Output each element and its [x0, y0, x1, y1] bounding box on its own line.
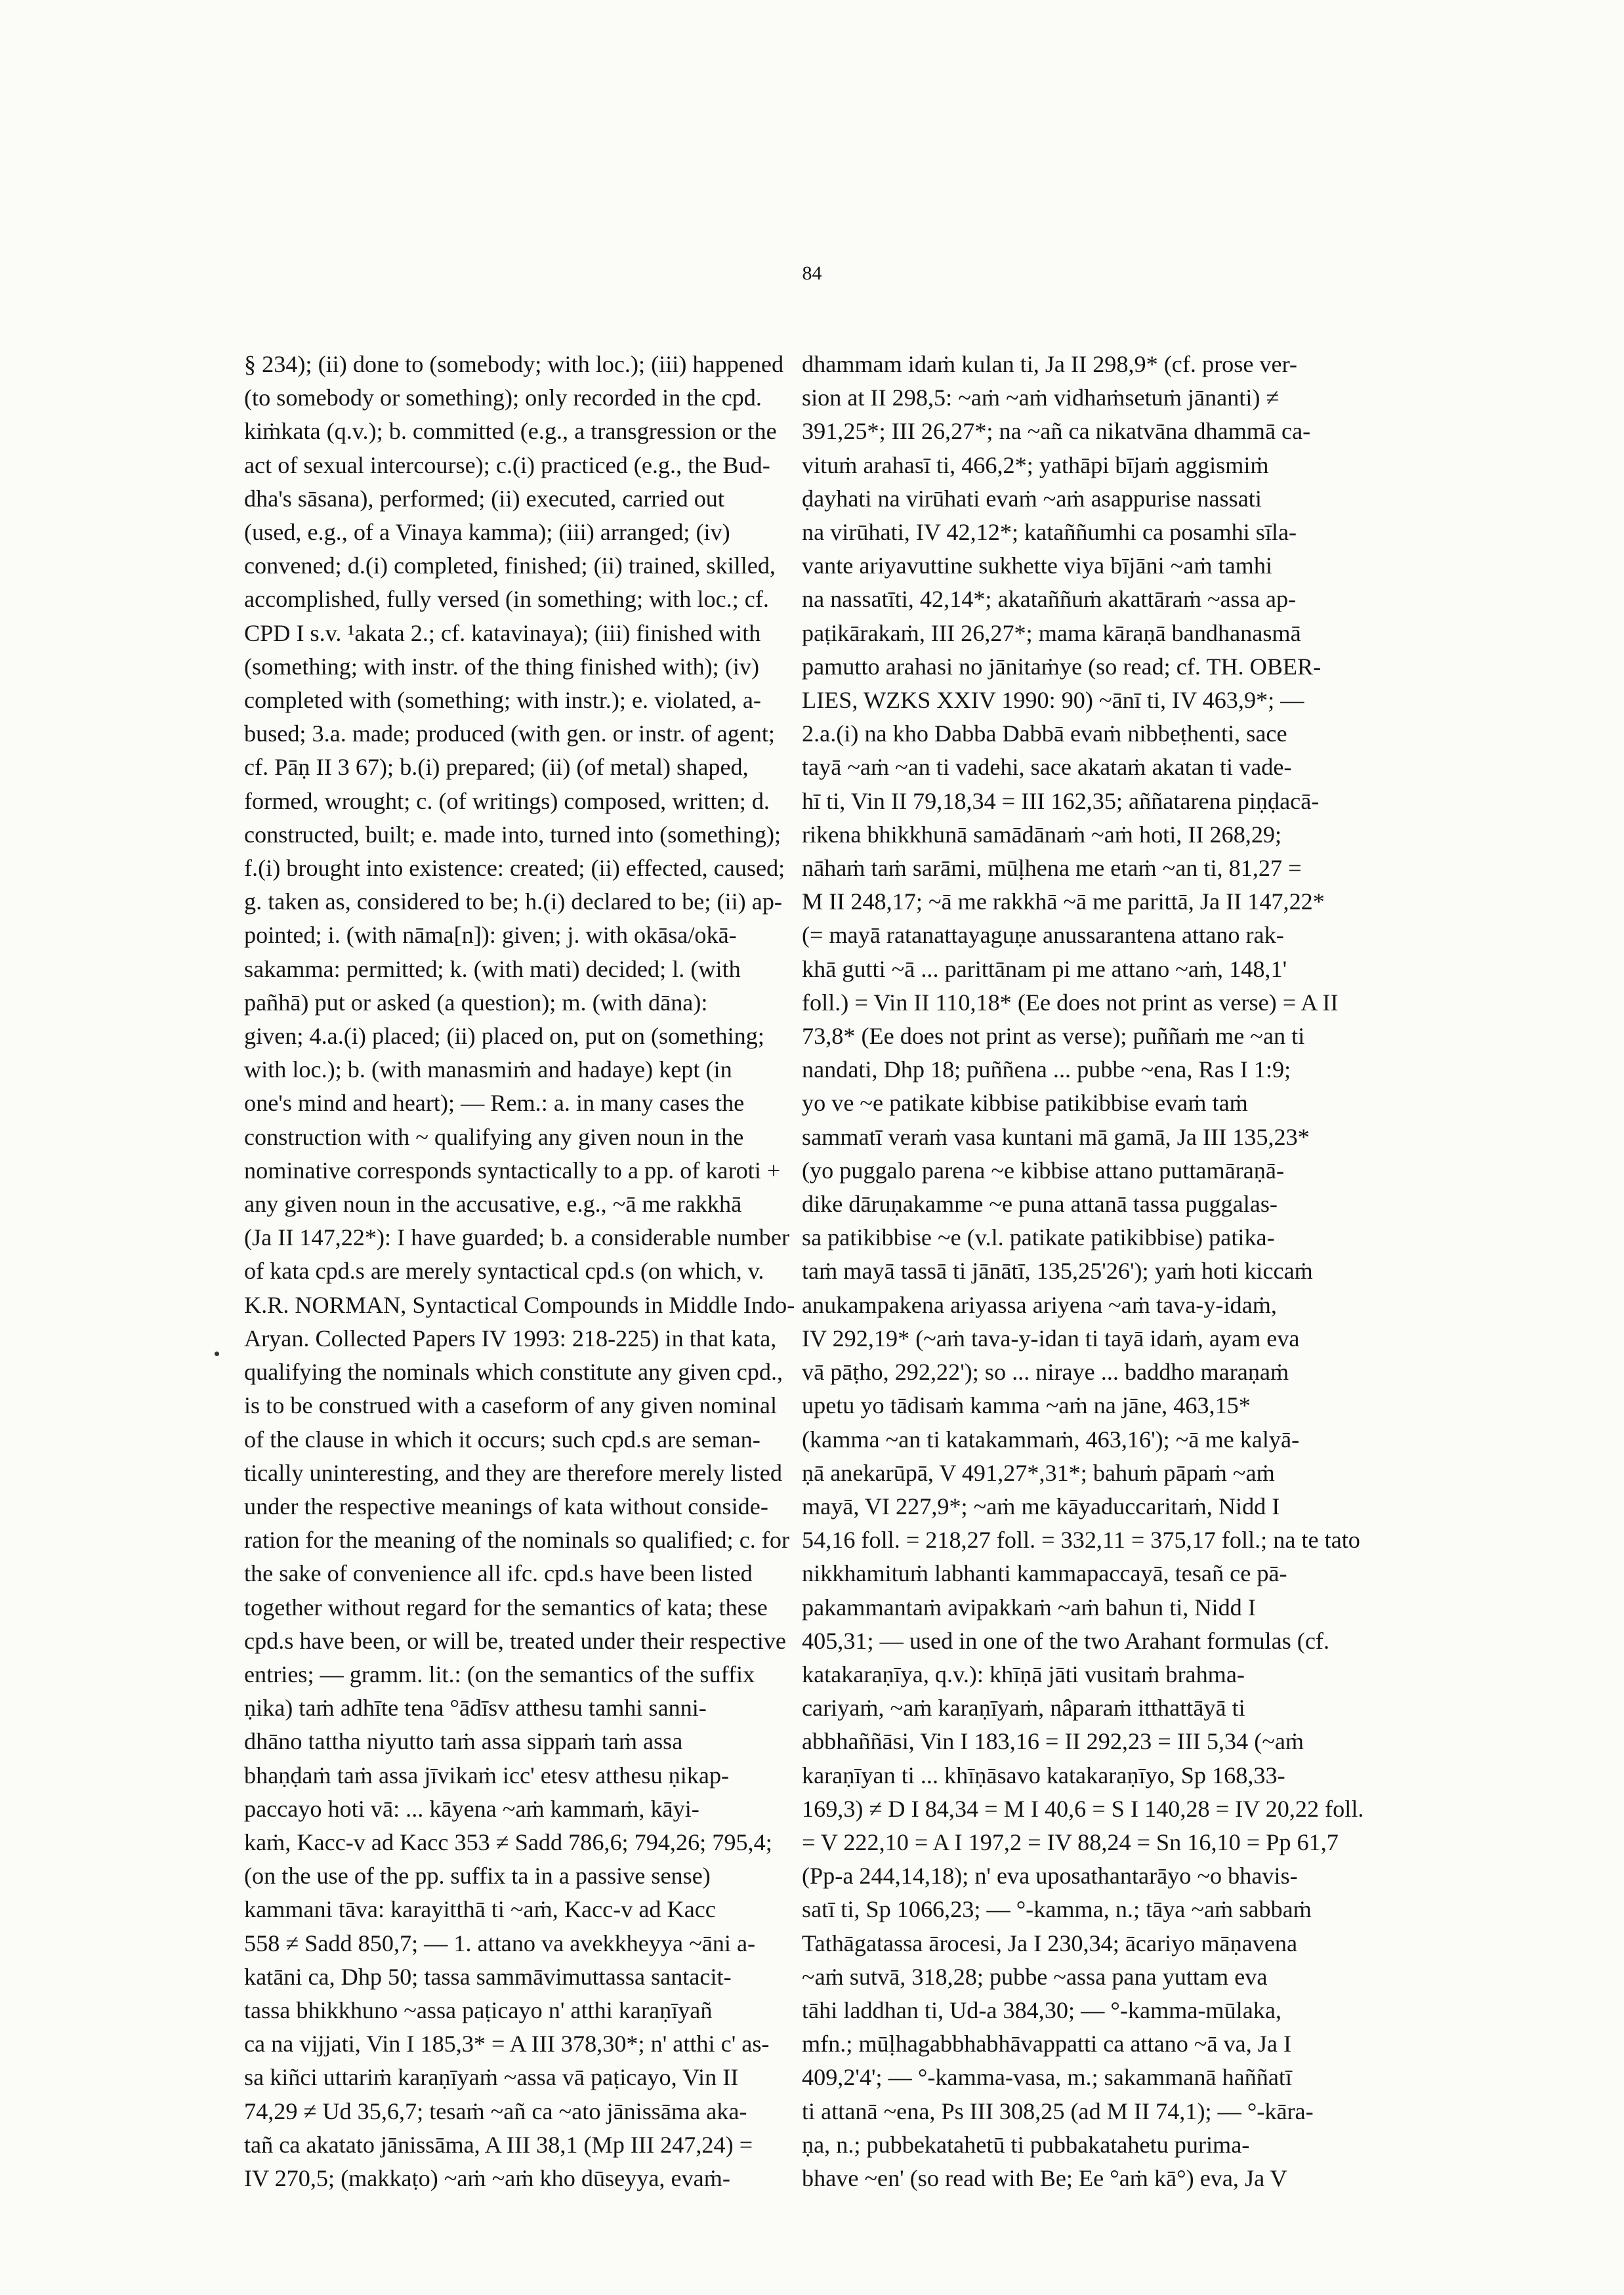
- text-line: f.(i) brought into existence: created; (ii) effected, caused;: [244, 855, 785, 882]
- text-line: paṭikārakaṁ, III 26,27*; mama kāraṇā bandhanasmā: [802, 619, 1301, 646]
- text-line: dhammam idaṁ kulan ti, Ja II 298,9* (cf. prose ver-: [802, 351, 1297, 377]
- page-number: 84: [802, 262, 822, 284]
- text-line: together without regard for the semantics of kata; these: [244, 1594, 768, 1621]
- text-line: construction with ~ qualifying any given noun in the: [244, 1123, 744, 1150]
- text-line: under the respective meanings of kata without conside-: [244, 1493, 768, 1520]
- text-line: the sake of convenience all ifc. cpd.s have been listed: [244, 1560, 753, 1587]
- text-line: ration for the meaning of the nominals so qualified; c. for: [244, 1527, 790, 1554]
- text-line: 558 ≠ Sadd 850,7; — 1. attano va avekkheyya ~āni a-: [244, 1930, 756, 1956]
- text-line: Aryan. Collected Papers IV 1993: 218-225) in that kata,: [244, 1325, 777, 1352]
- text-line: 54,16 foll. = 218,27 foll. = 332,11 = 375,17 foll.; na te tato: [802, 1527, 1360, 1554]
- text-line: hī ti, Vin II 79,18,34 = III 162,35; aññatarena piṇḍacā-: [802, 787, 1320, 814]
- text-line: taṁ mayā tassā ti jānātī, 135,25'26'); yaṁ hoti kiccaṁ: [802, 1258, 1313, 1285]
- text-line: ḍayhati na virūhati evaṁ ~aṁ asappurise nassati: [802, 485, 1262, 512]
- text-line: (on the use of the pp. suffix ta in a passive sense): [244, 1863, 711, 1890]
- text-line: one's mind and heart); — Rem.: a. in many cases the: [244, 1090, 745, 1117]
- text-line: sion at II 298,5: ~aṁ ~aṁ vidhaṁsetuṁ jānanti) ≠: [802, 384, 1280, 411]
- text-line: formed, wrought; c. (of writings) composed, written; d.: [244, 787, 770, 814]
- text-line: mfn.; mūḷhagabbhabhāvappatti ca attano ~ā va, Ja I: [802, 2031, 1292, 2057]
- text-line: Tathāgatassa ārocesi, Ja I 230,34; ācariyo māṇavena: [802, 1930, 1298, 1956]
- text-line: of the clause in which it occurs; such cpd.s are seman-: [244, 1426, 760, 1453]
- text-line: bused; 3.a. made; produced (with gen. or instr. of agent;: [244, 720, 775, 747]
- text-line: sa kiñci uttariṁ karaṇīyaṁ ~assa vā paṭicayo, Vin II: [244, 2064, 739, 2091]
- text-line: kammani tāva: karayitthā ti ~aṁ, Kacc-v ad Kacc: [244, 1896, 716, 1923]
- text-line: vā pāṭho, 292,22'); so ... niraye ... baddho maraṇaṁ: [802, 1359, 1289, 1386]
- right-column: [802, 348, 1419, 2191]
- text-line: na virūhati, IV 42,12*; kataññumhi ca posamhi sīla-: [802, 519, 1297, 546]
- margin-dot: [215, 1352, 219, 1356]
- text-line: vituṁ arahasī ti, 466,2*; yathāpi bījaṁ aggismiṁ: [802, 451, 1269, 478]
- text-line: = V 222,10 = A I 197,2 = IV 88,24 = Sn 16,10 = Pp 61,7: [802, 1829, 1339, 1855]
- text-line: (to somebody or something); only recorded in the cpd.: [244, 384, 762, 411]
- text-line: na nassatīti, 42,14*; akataññuṁ akattāraṁ ~assa ap-: [802, 586, 1297, 613]
- text-line: is to be construed with a caseform of any given nominal: [244, 1392, 777, 1419]
- text-line: (= mayā ratanattayaguṇe anussarantena attano rak-: [802, 922, 1284, 949]
- text-line: entries; — gramm. lit.: (on the semantics of the suffix: [244, 1661, 755, 1687]
- text-line: (used, e.g., of a Vinaya kamma); (iii) arranged; (iv): [244, 519, 730, 546]
- text-line: 74,29 ≠ Ud 35,6,7; tesaṁ ~añ ca ~ato jānissāma aka-: [244, 2098, 747, 2124]
- text-line: cf. Pāṇ II 3 67); b.(i) prepared; (ii) (of metal) shaped,: [244, 754, 749, 781]
- text-line: any given noun in the accusative, e.g., ~ā me rakkhā: [244, 1191, 742, 1218]
- text-line: M II 248,17; ~ā me rakkhā ~ā me parittā, Ja II 147,22*: [802, 888, 1325, 915]
- text-line: pañhā) put or asked (a question); m. (with dāna):: [244, 989, 708, 1016]
- text-line: 169,3) ≠ D I 84,34 = M I 40,6 = S I 140,28 = IV 20,22 foll.: [802, 1795, 1364, 1822]
- text-line: foll.) = Vin II 110,18* (Ee does not print as verse) = A II: [802, 989, 1339, 1016]
- left-column: [244, 348, 835, 2191]
- text-line: bhaṇḍaṁ taṁ assa jīvikaṁ icc' etesv atthesu ṇikap-: [244, 1762, 730, 1788]
- text-line: (Pp-a 244,14,18); n' eva uposathantarāyo ~o bhavis-: [802, 1863, 1298, 1890]
- text-line: (something; with instr. of the thing finished with); (iv): [244, 653, 759, 680]
- text-line: constructed, built; e. made into, turned into (something);: [244, 821, 781, 848]
- text-line: ṇā anekarūpā, V 491,27*,31*; bahuṁ pāpaṁ ~aṁ: [802, 1459, 1275, 1486]
- text-line: katakaraṇīya, q.v.): khīṇā jāti vusitaṁ brahma-: [802, 1661, 1245, 1687]
- text-line: LIES, WZKS XXIV 1990: 90) ~ānī ti, IV 463,9*; —: [802, 687, 1304, 714]
- text-line: karaṇīyan ti ... khīṇāsavo katakaraṇīyo, Sp 168,33-: [802, 1762, 1285, 1788]
- text-line: dhāno tattha niyutto taṁ assa sippaṁ taṁ assa: [244, 1728, 683, 1755]
- text-line: nandati, Dhp 18; puññena ... pubbe ~ena, Ras I 1:9;: [802, 1056, 1291, 1083]
- text-line: tically uninteresting, and they are therefore merely listed: [244, 1459, 782, 1486]
- text-line: mayā, VI 227,9*; ~aṁ me kāyaduccaritaṁ, Nidd I: [802, 1493, 1280, 1520]
- text-line: convened; d.(i) completed, finished; (ii) trained, skilled,: [244, 552, 776, 579]
- text-line: pamutto arahasi no jānitaṁye (so read; cf. TH. OBER-: [802, 653, 1322, 680]
- text-line: ti attanā ~ena, Ps III 308,25 (ad M II 74,1); — °-kāra-: [802, 2098, 1314, 2124]
- text-line: abbhaññāsi, Vin I 183,16 = II 292,23 = III 5,34 (~aṁ: [802, 1728, 1304, 1755]
- text-line: dike dāruṇakamme ~e puna attanā tassa puggalas-: [802, 1191, 1278, 1218]
- text-line: kaṁ, Kacc-v ad Kacc 353 ≠ Sadd 786,6; 794,26; 795,4;: [244, 1829, 772, 1855]
- text-line: given; 4.a.(i) placed; (ii) placed on, put on (something;: [244, 1023, 764, 1050]
- text-line: 405,31; — used in one of the two Arahant formulas (cf.: [802, 1627, 1329, 1654]
- text-line: CPD I s.v. ¹akata 2.; cf. katavinaya); (iii) finished with: [244, 619, 761, 646]
- text-line: yo ve ~e patikate kibbise patikibbise evaṁ taṁ: [802, 1090, 1248, 1117]
- text-line: pointed; i. (with nāma[n]): given; j. with okāsa/okā-: [244, 922, 737, 949]
- text-line: completed with (something; with instr.); e. violated, a-: [244, 687, 761, 714]
- text-line: bhave ~en' (so read with Be; Ee °aṁ kā°) eva, Ja V: [802, 2164, 1287, 2191]
- text-line: ṇika) taṁ adhīte tena °ādīsv atthesu tamhi sanni-: [244, 1695, 707, 1722]
- text-line: paccayo hoti vā: ... kāyena ~aṁ kammaṁ, kāyi-: [244, 1795, 699, 1822]
- text-line: nikkhamituṁ labhanti kammapaccayā, tesañ ce pā-: [802, 1560, 1287, 1587]
- text-line: 391,25*; III 26,27*; na ~añ ca nikatvāna dhammā ca-: [802, 418, 1311, 445]
- text-line: tassa bhikkhuno ~assa paṭicayo n' atthi karaṇīyañ: [244, 1996, 713, 2023]
- text-line: rikena bhikkhunā samādānaṁ ~aṁ hoti, II 268,29;: [802, 821, 1282, 848]
- text-line: with loc.); b. (with manasmiṁ and hadaye) kept (in: [244, 1056, 732, 1083]
- text-line: anukampakena ariyassa ariyena ~aṁ tava-y-idaṁ,: [802, 1291, 1277, 1318]
- text-line: kiṁkata (q.v.); b. committed (e.g., a transgression or the: [244, 418, 777, 445]
- text-line: 2.a.(i) na kho Dabba Dabbā evaṁ nibbeṭhenti, sace: [802, 720, 1287, 747]
- text-line: qualifying the nominals which constitute any given cpd.,: [244, 1359, 783, 1386]
- text-line: tāhi laddhan ti, Ud-a 384,30; — °-kamma-mūlaka,: [802, 1996, 1281, 2023]
- text-line: sakamma: permitted; k. (with mati) decided; l. (with: [244, 955, 741, 982]
- text-line: ~aṁ sutvā, 318,28; pubbe ~assa pana yuttam eva: [802, 1963, 1268, 1990]
- text-line: khā gutti ~ā ... parittānam pi me attano ~aṁ, 148,1': [802, 955, 1287, 982]
- text-line: cpd.s have been, or will be, treated under their respective: [244, 1627, 786, 1654]
- text-line: sammatī veraṁ vasa kuntani mā gamā, Ja III 135,23*: [802, 1123, 1310, 1150]
- text-line: ṇa, n.; pubbekatahetū ti pubbakatahetu purima-: [802, 2131, 1250, 2158]
- text-line: IV 292,19* (~aṁ tava-y-idan ti tayā idaṁ, ayam eva: [802, 1325, 1300, 1352]
- text-line: § 234); (ii) done to (somebody; with loc.); (iii) happened: [244, 351, 784, 377]
- text-line: tañ ca akatato jānissāma, A III 38,1 (Mp III 247,24) =: [244, 2131, 753, 2158]
- text-line: vante ariyavuttine sukhette viya bījāni ~aṁ tamhi: [802, 552, 1272, 579]
- text-line: of kata cpd.s are merely syntactical cpd.s (on which, v.: [244, 1258, 764, 1285]
- text-line: katāni ca, Dhp 50; tassa sammāvimuttassa santacit-: [244, 1963, 732, 1990]
- text-line: 409,2'4'; — °-kamma-vasa, m.; sakammanā haññatī: [802, 2064, 1293, 2091]
- text-line: ca na vijjati, Vin I 185,3* = A III 378,30*; n' atthi c' as-: [244, 2031, 770, 2057]
- text-line: 73,8* (Ee does not print as verse); puññaṁ me ~an ti: [802, 1023, 1305, 1050]
- text-line: tayā ~aṁ ~an ti vadehi, sace akataṁ akatan ti vade-: [802, 754, 1292, 781]
- text-line: nāhaṁ taṁ sarāmi, mūḷhena me etaṁ ~an ti, 81,27 =: [802, 855, 1302, 882]
- text-line: K.R. NORMAN, Syntactical Compounds in Middle Indo-: [244, 1291, 795, 1318]
- text-line: (yo puggalo parena ~e kibbise attano puttamāraṇā-: [802, 1157, 1285, 1184]
- text-line: IV 270,5; (makkaṭo) ~aṁ ~aṁ kho dūseyya, evaṁ-: [244, 2164, 730, 2191]
- text-line: g. taken as, considered to be; h.(i) declared to be; (ii) ap-: [244, 888, 782, 915]
- text-line: sa patikibbise ~e (v.l. patikate patikibbise) patika-: [802, 1224, 1275, 1251]
- text-line: act of sexual intercourse); c.(i) practiced (e.g., the Bud-: [244, 451, 770, 478]
- text-line: upetu yo tādisaṁ kamma ~aṁ na jāne, 463,15*: [802, 1392, 1251, 1419]
- text-line: accomplished, fully versed (in something; with loc.; cf.: [244, 586, 769, 613]
- text-line: pakammantaṁ avipakkaṁ ~aṁ bahun ti, Nidd I: [802, 1594, 1256, 1621]
- text-line: nominative corresponds syntactically to a pp. of karoti +: [244, 1157, 781, 1184]
- text-line: satī ti, Sp 1066,23; — °-kamma, n.; tāya ~aṁ sabbaṁ: [802, 1896, 1312, 1923]
- text-line: cariyaṁ, ~aṁ karaṇīyaṁ, nâparaṁ itthattāyā ti: [802, 1695, 1245, 1722]
- text-line: (kamma ~an ti katakammaṁ, 463,16'); ~ā me kalyā-: [802, 1426, 1300, 1453]
- text-line: (Ja II 147,22*): I have guarded; b. a considerable number: [244, 1224, 790, 1251]
- text-line: dha's sāsana), performed; (ii) executed, carried out: [244, 485, 724, 512]
